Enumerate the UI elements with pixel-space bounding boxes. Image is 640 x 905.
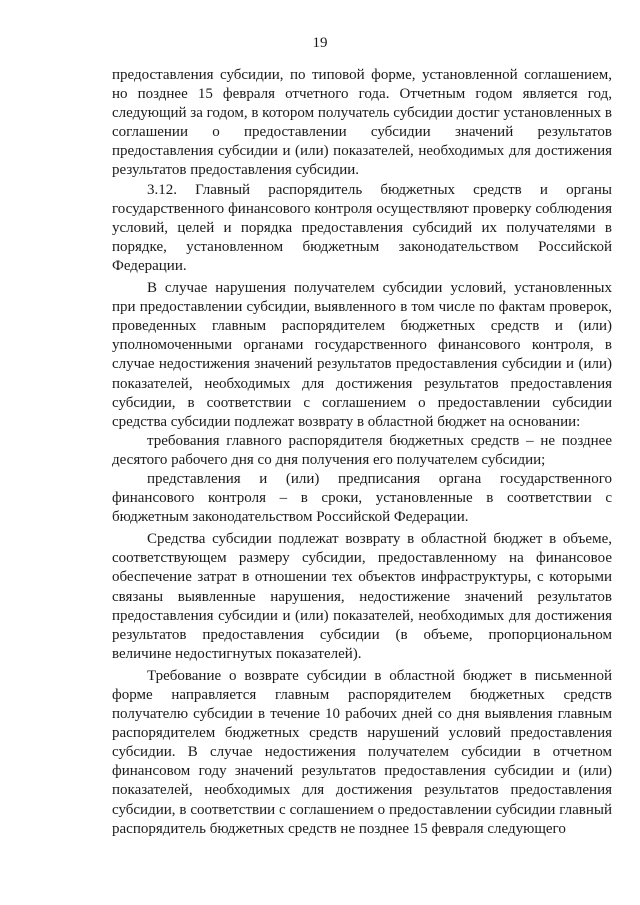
paragraph-continuation: предоставления субсидии, по типовой форме, установленной соглашением, но позднее 15 февраля отчетного года. Отчетным годом является год, следующий за годом, в котором получатель субсидии достиг установленных в соглашении о предоставлении субсидии значений результатов предоставления субсидии и (или) показателей, необходимых для достижения результатов предоставления субсидии. <box>112 67 612 179</box>
page-number: 19 <box>312 35 328 51</box>
document-body <box>112 66 612 839</box>
paragraph-violation: В случае нарушения получателем субсидии условий, установленных при предоставлении субсидии, выявленного в том числе по фактам проверок, проведенных главным распорядителем бюджетных средств и (или) уполномоченными органами государственного финансового контроля, в случае недостижения значений результатов предоставления субсидии и (или) показателей, необходимых для достижения результатов предоставления субсидии, в соответствии с соглашением о предоставлении субсидии средства субсидии подлежат возврату в областной бюджет на основании: <box>112 280 612 430</box>
paragraph-return-demand: Требование о возврате субсидии в областной бюджет в письменной форме направляется главным распорядителем бюджетных средств получателю субсидии в течение 10 рабочих дней со дня выявления главным распорядителем бюджетных средств нарушений условий предоставления субсидии. В случае недостижения получателем субсидии в отчетном финансовом году значений результатов предоставления субсидии и (или) показателей, необходимых для достижения результатов предоставления субсидии, в соответствии с соглашением о предоставлении субсидии главный распорядитель бюджетных средств не позднее 15 февраля следующего <box>112 667 612 837</box>
paragraph-representation: представления и (или) предписания органа государственного финансового контроля – в сроки, установленные в соответствии с бюджетным законодательством Российской Федерации. <box>112 470 612 526</box>
paragraph-requirement: требования главного распорядителя бюджетных средств – не позднее десятого рабочего дня со дня получения его получателем субсидии; <box>112 432 612 468</box>
paragraph-3-12: 3.12. Главный распорядитель бюджетных средств и органы государственного финансового контроля осуществляют проверку соблюдения условий, целей и порядка предоставления субсидий их получателями в порядке, установленном бюджетным законодательством Российской Федерации. <box>112 181 612 274</box>
paragraph-return-volume: Средства субсидии подлежат возврату в областной бюджет в объеме, соответствующем размеру субсидии, предоставленному на финансовое обеспечение затрат в отношении тех объектов инфраструктуры, с которыми связаны выявленные нарушения, недостижение значений результатов предоставления субсидии и (или) показателей, необходимых для достижения результатов предоставления субсидии (в объеме, пропорциональном величине недостигнутых показателей). <box>112 531 612 662</box>
